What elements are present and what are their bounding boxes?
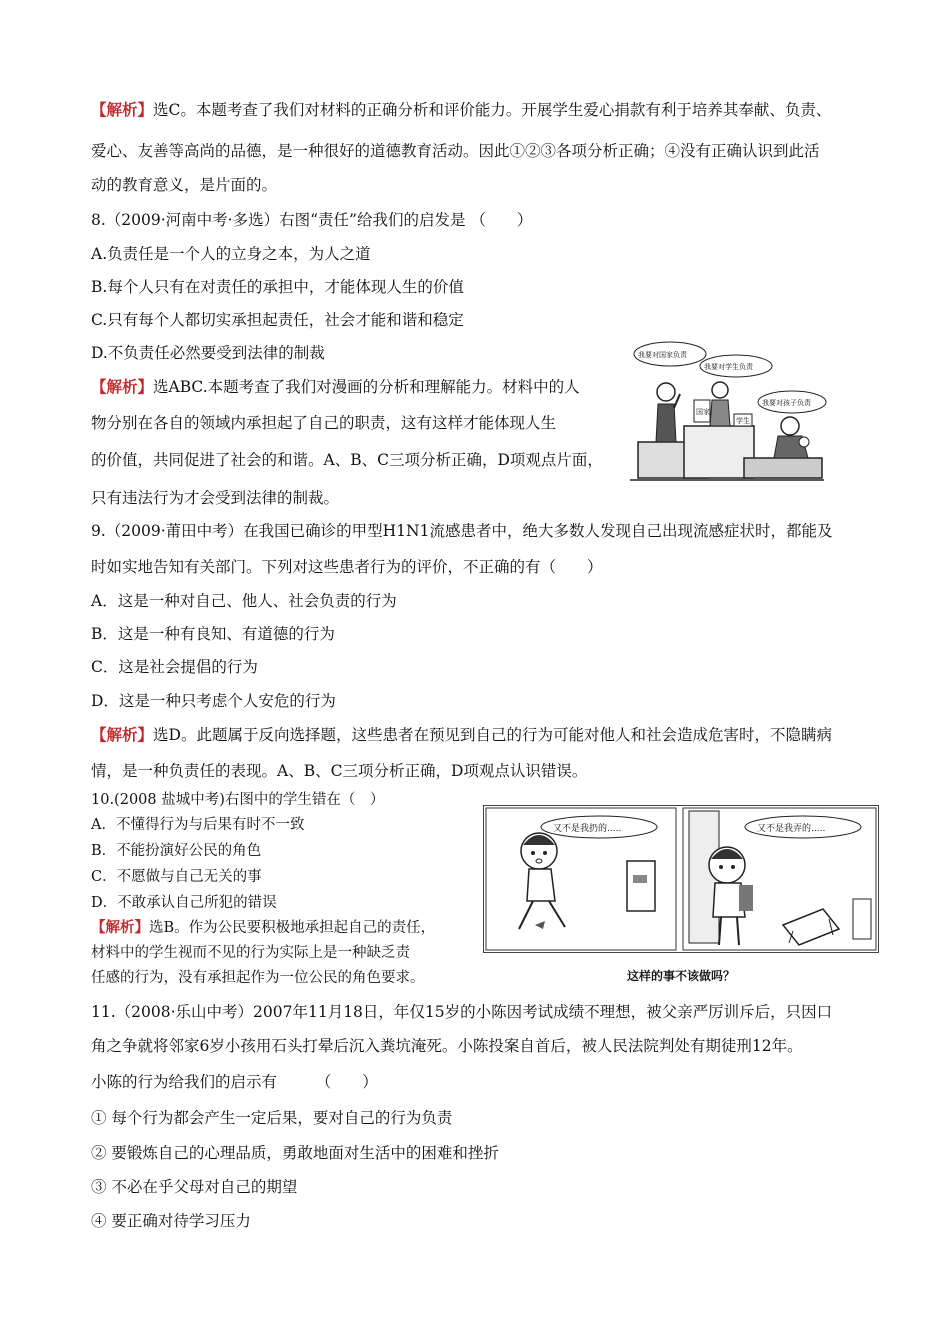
analysis-tag: 【解析】 [91,919,149,936]
cartoon-bubble-2: 我要对学生负责 [704,363,753,371]
q11-option-1: ① 每个行为都会产生一定后果，要对自己的行为负责 [91,1109,453,1127]
cartoon-bubble-3: 我要对孩子负责 [762,399,811,407]
q9-analysis-line: 情，是一种负责任的表现。A、B、C三项分析正确，D项观点认识错误。 [91,762,588,780]
q9-option-b: B．这是一种有良知、有道德的行为 [91,625,335,643]
responsibility-cartoon-image [624,334,829,490]
q10-analysis-line: 【解析】选B。作为公民要积极地承担起自己的责任， [91,919,436,936]
q9-stem-line: 时如实地告知有关部门。下列对这些患者行为的评价，不正确的有（ ） [91,558,603,576]
q11-stem-line: 11.（2008·乐山中考）2007年11月18日，年仅15岁的小陈因考试成绩不理想，被父亲严厉训斥后，只因口 [91,1003,833,1021]
q10-analysis-line: 材料中的学生视而不见的行为实际上是一种缺乏责 [91,945,410,961]
comic-bubble-right: 又不是我弄的..... [757,824,826,834]
cartoon-label-country: 国家 [696,408,710,416]
q8-option-b: B.每个人只有在对责任的承担中，才能体现人生的价值 [91,278,464,296]
q8-option-a: A.负责任是一个人的立身之本，为人之道 [91,245,371,263]
q8-analysis-line: 【解析】选ABC.本题考查了我们对漫画的分析和理解能力。材料中的人 [91,377,580,396]
q7-analysis-line: 【解析】选C。本题考查了我们对材料的正确分析和评价能力。开展学生爱心捐款有利于培养其奉献、负责、 [91,100,832,119]
q8-option-d: D.不负责任必然要受到法律的制裁 [91,344,325,362]
q10-option-c: C．不愿做与自己无关的事 [91,869,262,885]
q10-option-d: D．不敢承认自己所犯的错误 [91,895,277,911]
q8-stem: 8.（2009·河南中考·多选）右图“责任”给我们的启发是 （ ） [91,211,533,229]
q9-analysis-line: 【解析】选D。此题属于反向选择题，这些患者在预见到自己的行为可能对他人和社会造成危害时，不隐瞒病 [91,725,832,744]
q8-option-c: C.只有每个人都切实承担起责任，社会才能和谐和稳定 [91,311,464,329]
q9-option-a: A．这是一种对自己、他人、社会负责的行为 [91,592,397,610]
comic-caption: 这样的事不该做吗？ [627,969,736,983]
analysis-tag: 【解析】 [91,100,154,119]
q11-option-2: ② 要锻炼自己的心理品质，勇敢地面对生活中的困难和挫折 [91,1144,499,1162]
q11-stem-line: 角之争就将邻家6岁小孩用石头打晕后沉入粪坑淹死。小陈投案自首后，被人民法院判处有期徒刑12年。 [91,1037,803,1055]
q9-option-d: D．这是一种只考虑个人安危的行为 [91,692,336,710]
q11-stem-line: 小陈的行为给我们的启示有 （ ） [91,1073,378,1091]
q11-option-4: ④ 要正确对待学习压力 [91,1212,251,1230]
q7-analysis-line: 动的教育意义，是片面的。 [91,176,278,194]
q10-option-a: A．不懂得行为与后果有时不一致 [91,817,305,833]
q7-analysis-line: 爱心、友善等高尚的品德，是一种很好的道德教育活动。因此①②③各项分析正确；④没有正确认识到此活 [91,142,820,160]
q8-analysis-line: 的价值，共同促进了社会的和谐。A、B、C三项分析正确，D项观点片面， [91,451,603,469]
analysis-tag: 【解析】 [91,377,154,396]
cartoon-bubble-1: 我要对国家负责 [638,351,687,359]
cartoon-label-student: 学生 [736,417,750,425]
q9-stem-line: 9.（2009·莆田中考）在我国已确诊的甲型H1N1流感患者中，绝大多数人发现自己出现流感症状时，都能及 [91,522,833,540]
q8-analysis-line: 物分别在各自的领域内承担起了自己的职责，这有这样才能体现人生 [91,414,557,432]
q10-analysis-line: 任感的行为，没有承担起作为一位公民的角色要求。 [91,970,425,986]
q9-option-c: C．这是社会提倡的行为 [91,658,258,676]
q11-option-3: ③ 不必在乎父母对自己的期望 [91,1178,298,1196]
q10-option-b: B．不能扮演好公民的角色 [91,843,262,859]
analysis-tag: 【解析】 [91,725,154,744]
student-comic-image [483,805,879,953]
q10-stem: 10.(2008 盐城中考)右图中的学生错在（ ） [91,792,385,808]
comic-bubble-left: 又不是我扔的..... [553,824,622,834]
q8-analysis-line: 只有违法行为才会受到法律的制裁。 [91,489,340,507]
